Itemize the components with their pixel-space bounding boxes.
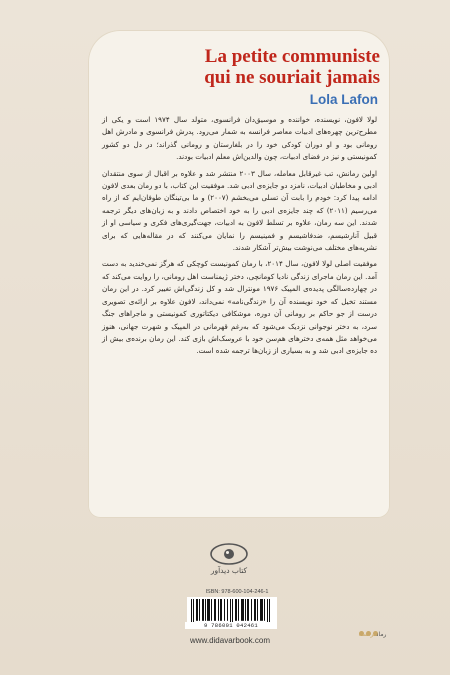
book-title-line-1: La petite communiste xyxy=(204,46,380,67)
isbn: ISBN: 978-600-104-246-1 xyxy=(205,589,269,595)
description-paragraph: لولا لافون، نویسنده، خواننده و موسیق‌دان فرانسوی، متولد سال ۱۹۷۴ است و یکی از مطرح‌ترین چهره‌های ادبیات معاصر فرانسه به شمار می‌رود. پدرش فرانسوی و مادرش اهل رومانی بود و او دوران کودکی خود را در بلغارستان و رومانی گذراند؛ در دل دو کشور کمونیستی و نیز در فضای ادبیات، چون والدین‌اش معلم ادبیات بودند. xyxy=(102,115,378,162)
series-label-main: رمان xyxy=(376,631,387,638)
book-description xyxy=(102,114,377,362)
book-title xyxy=(204,46,380,88)
publisher-website: www.didavarbook.com xyxy=(189,636,271,645)
book-title-line-2: qui ne souriait jamais xyxy=(204,67,380,88)
series-label-accent: فرانسه xyxy=(358,631,377,638)
description-paragraph: اولین رمانش، تب غیرقابل معامله، سال ۲۰۰۳ منتشر شد و علاوه بر اقبال از سوی منتقدان ادبی و مخاطبان ادبیات، نامزد دو جایزه‌ی ادبی شد. موفقیت این کتاب، با دو رمان بعدی لافون ادامه پیدا کرد: خودم را بابت آن تسلی می‌بخشم (۲۰۰۷) و ما بی‌تینگان طوفان‌ایم که از راه می‌رسیم (۲۰۱۱) که چند جایزه‌ی ادبی را به خود اختصاص دادند و به زبان‌های دیگر ترجمه شدند. این سه رمان، علاوه بر تسلط لافون به ادبیات، جهت‌گیری‌های فکری و سیاسی او از قبیل آنارشیسم، ضدفاشیسم و فمینیسم را نمایان می‌کنند که در مقاله‌هایی که برای نشریه‌های مختلف می‌نوشت بیش‌تر آشکار شدند. xyxy=(102,168,378,253)
barcode-digits: 9 786001 042461 xyxy=(185,622,277,629)
series-dots-icon xyxy=(359,621,383,627)
series-label xyxy=(350,631,395,638)
publisher-logo-icon xyxy=(209,541,249,567)
publisher-name: کتاب دیدآور xyxy=(210,566,248,575)
description-paragraph: موفقیت اصلی لولا لافون، سال ۲۰۱۴، با رمان کمونیست کوچکی که هرگز نمی‌خندید به دست آمد. این رمان ماجرای زندگی نادیا کومانچی، دختر ژیمناست اهل رومانی، را روایت می‌کند که در چهارده‌سالگی پدیده‌ی المپیک ۱۹۷۶ مونترال شد و کل زندگی‌اش تغییر کرد. در این رمان مستند تخیل که خود نویسنده آن را «زندگی‌نامه» نمی‌داند، لافون علاوه بر ارائه‌ی تصویری درست از جو حاکم بر رومانی آن دوره، موشکافی دیکتاتوری کمونیستی و ماجراهای جنگ سرد، به دختر نوجوانی نزدیک می‌شود که به‌رغم قهرمانی در المپیک و شهرت جهانی، هنوز می‌خواهد مثل همه‌ی دخترهای هم‌سن خود با عروسک‌اش بازی کند. این رمان برنده‌ی بیش از ده جایزه‌ی ادبی شد و به بسیاری از زبان‌ها ترجمه شده است. xyxy=(102,259,377,356)
book-author: Lola Lafon xyxy=(309,92,378,107)
barcode-icon xyxy=(187,597,277,623)
